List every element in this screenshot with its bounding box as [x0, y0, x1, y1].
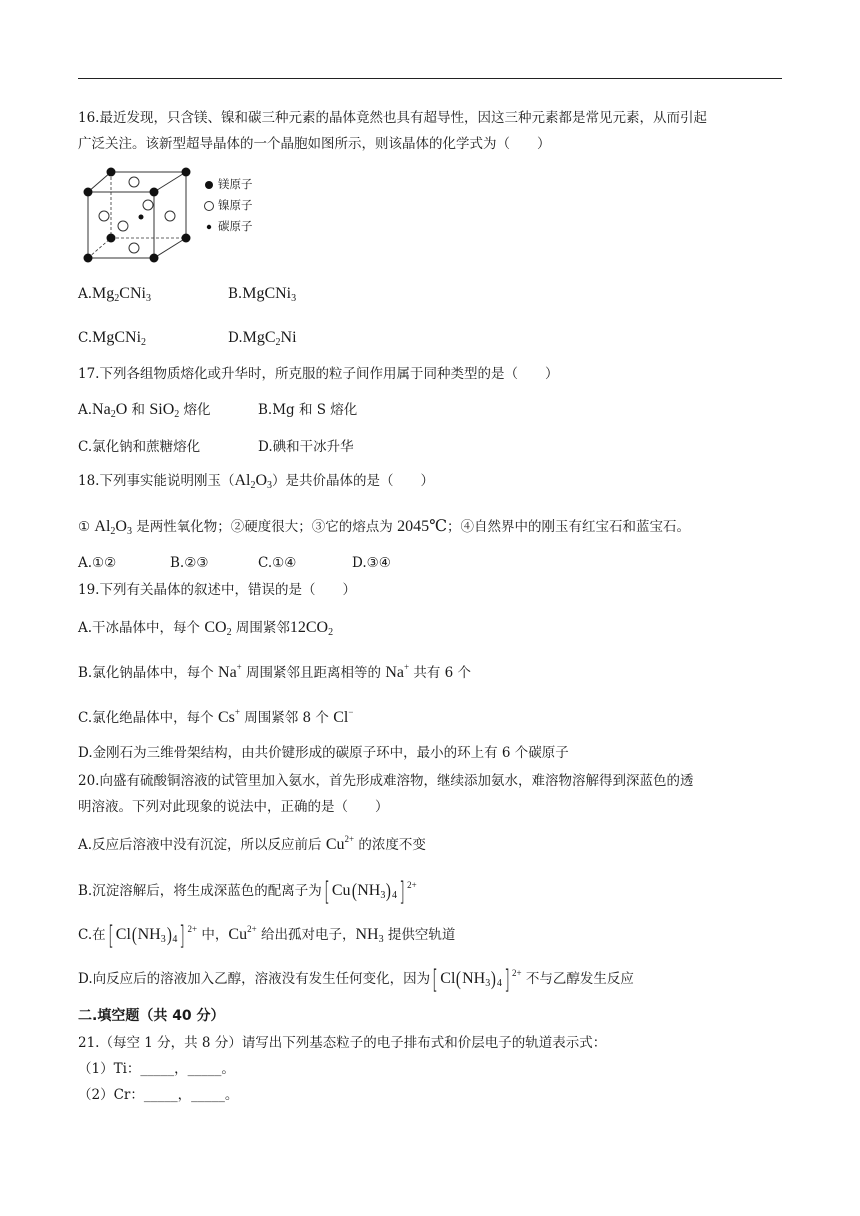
q18-stem: 18.下列事实能说明刚玉$(Al_2O_3)$是共价晶体的是（ ）	[78, 472, 435, 491]
q17-option-a: $A.Na_2O$ 和 SiO$_2$ 熔化	[78, 401, 211, 420]
mg-atom	[150, 188, 159, 197]
header-rule	[78, 78, 782, 79]
q20-option-c: C.在[ $Cl(NH_3)_4$] $^{2+}$ 中，$Cu^{2+}$ 给出孤对电子，$NH_3$ 提供空轨道	[78, 921, 456, 951]
q18-option-b: B.②③	[170, 555, 209, 571]
q18-option-d: D.③④	[352, 555, 391, 571]
q20-option-b: B.沉淀溶解后，将生成深蓝色的配离子为[ $Cu(NH_3)_4$] $^{2+}$	[78, 877, 417, 907]
ni-atom	[129, 177, 139, 187]
ni-atom	[99, 211, 109, 221]
q17-option-b: B.Mg 和 S 熔化	[258, 402, 358, 418]
mg-atom	[107, 234, 116, 243]
mg-atom	[84, 254, 93, 263]
mg-atom	[150, 254, 159, 263]
legend-ni: 镍原子	[218, 198, 253, 212]
q16-option-c: C.MgCNi$_2$	[78, 329, 147, 348]
q21-stem: 21.（每空 1 分，共 8 分）请写出下列基态粒子的电子排布式和价层电子的轨道表示式：	[78, 1035, 607, 1051]
q21-part1: （1）Ti：_____，_____。	[78, 1061, 235, 1077]
q16-stem-line1: 16.最近发现，只含镁、镍和碳三种元素的晶体竟然也具有超导性，因这三种元素都是常见元素，从而引起	[78, 110, 707, 126]
q20-stem-line2: 明溶液。下列对此现象的说法中，正确的是（ ）	[78, 799, 389, 815]
q19-option-a: A.干冰晶体中，每个 $CO_2$ 周围紧邻$12CO_2$	[78, 619, 334, 638]
ni-atom	[165, 211, 175, 221]
ni-atom	[118, 221, 128, 231]
mg-atom	[182, 168, 191, 177]
q19-option-b: B.氯化钠晶体中，每个 Na+ 周围紧邻且距离相等的 Na+ 共有 6 个	[78, 662, 472, 681]
q17-stem: 17.下列各组物质熔化或升华时，所克服的粒子间作用属于同种类型的是（ ）	[78, 366, 559, 382]
q19-option-d: D.金刚石为三维骨架结构，由共价键形成的碳原子环中，最小的环上有 6 个碳原子	[78, 745, 569, 761]
q20-stem-line1: 20.向盛有硫酸铜溶液的试管里加入氨水，首先形成难溶物，继续添加氨水，难溶物溶解得到深蓝色的透	[78, 773, 694, 789]
q17-option-c: C.氯化钠和蔗糖熔化	[78, 439, 201, 455]
q19-stem: 19.下列有关晶体的叙述中，错误的是（ ）	[78, 582, 356, 598]
q16-option-b: B.MgCNi$_3$	[228, 285, 297, 304]
ni-atom	[143, 200, 153, 210]
legend-c: 碳原子	[218, 219, 253, 233]
q20-option-d: D.向反应后的溶液加入乙醇，溶液没有发生任何变化，因为[ $Cl(NH_3)_4$] $^{2+}$ 不与乙醇发生反应	[78, 965, 634, 995]
q18-facts: ① $Al_2O_3$ 是两性氧化物；②硬度很大；③它的熔点为 2045℃；④自然界中的刚玉有红宝石和蓝宝石。	[78, 518, 690, 537]
q16-stem-line2: 广泛关注。该新型超导晶体的一个晶胞如图所示，则该晶体的化学式为（ ）	[78, 136, 551, 152]
mg-atom	[107, 168, 116, 177]
mg-atom	[182, 234, 191, 243]
q21-part2: （2）Cr：_____，_____。	[78, 1087, 239, 1103]
q16-option-a: $A.Mg_2CNi_3$	[78, 285, 151, 304]
q17-option-d: D.碘和干冰升华	[258, 439, 354, 455]
q18-option-a: A.①②	[78, 555, 117, 571]
section-title: 二.填空题（共 40 分）	[78, 1008, 225, 1024]
mg-atom	[84, 188, 93, 197]
c-atom	[139, 215, 144, 220]
q19-option-c: C.氯化绝晶体中，每个 Cs+ 周围紧邻 8 个 Cl−	[78, 707, 354, 726]
ni-atom	[129, 243, 139, 253]
legend-mg: 镁原子	[218, 177, 253, 191]
q16-option-d: D.MgC$_2$Ni	[228, 329, 297, 348]
q20-option-a: A.反应后溶液中没有沉淀，所以反应前后 $Cu^{2+}$ 的浓度不变	[78, 834, 426, 853]
q18-option-c: C.①④	[258, 555, 297, 571]
